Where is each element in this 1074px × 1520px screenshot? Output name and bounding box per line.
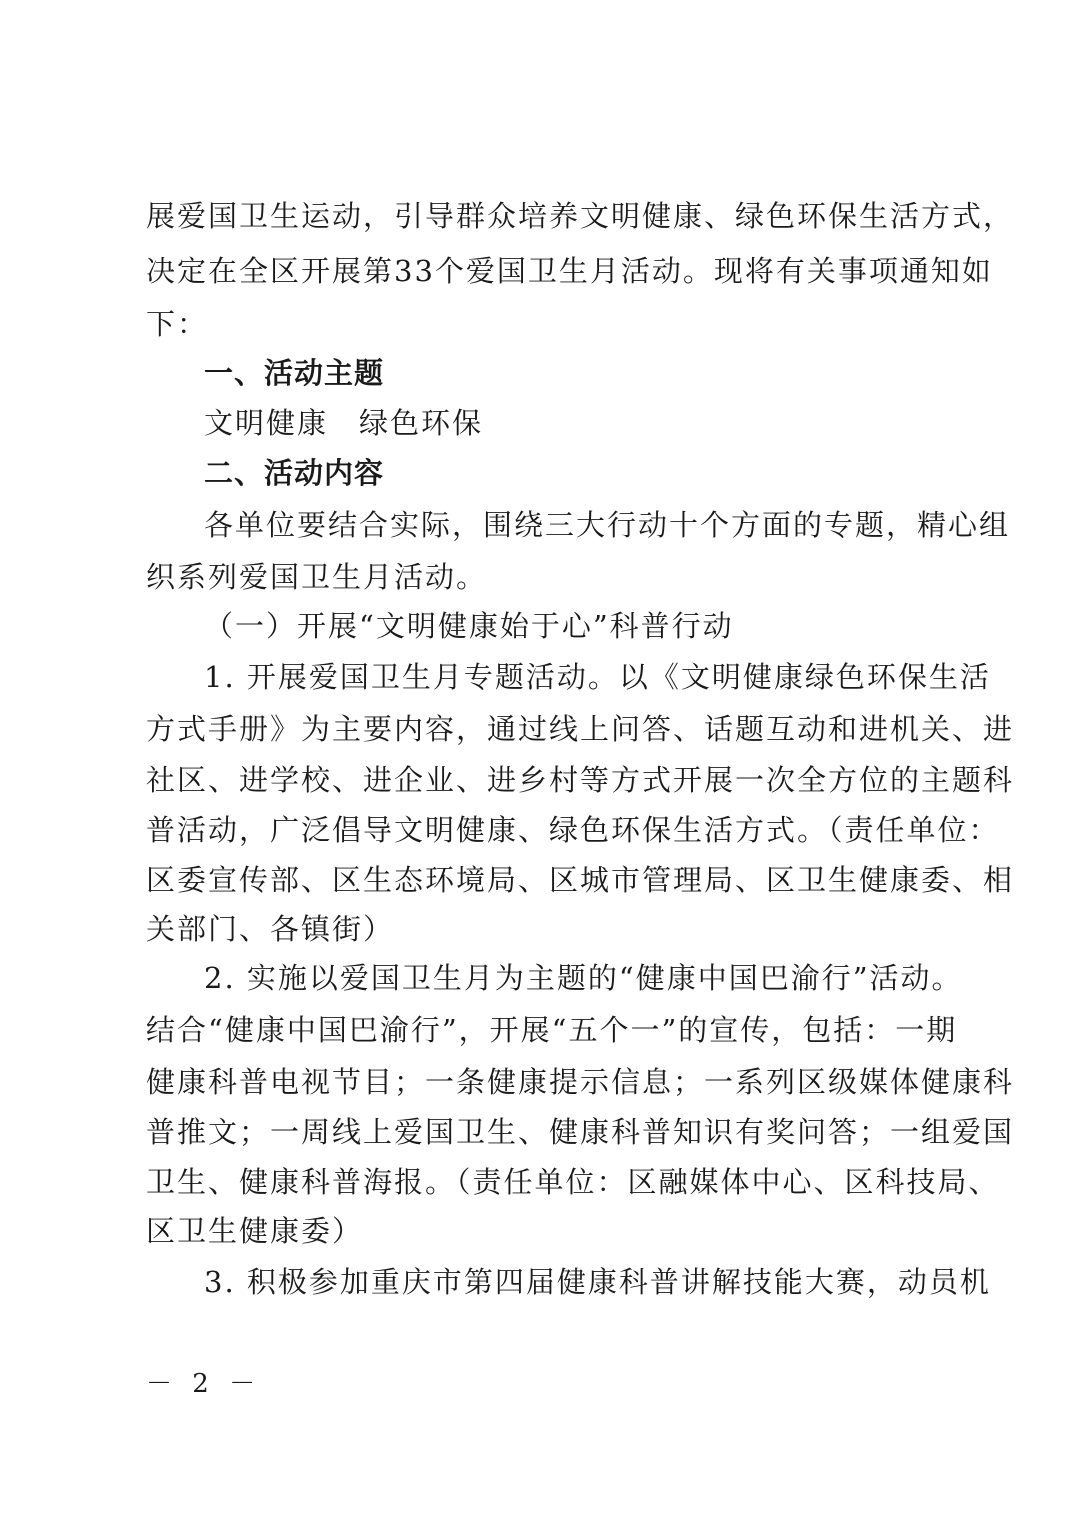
item-1-line-4: 普活动，广泛倡导文明健康、绿色环保生活方式。（责任单位： [146,813,1000,847]
body-line-content-1: 各单位要结合实际，围绕三大行动十个方面的专题，精心组 [204,508,1011,542]
section-heading-content: 二、活动内容 [204,456,385,490]
item-1-line-3: 社区、进学校、进企业、进乡村等方式开展一次全方位的主题科 [146,763,1015,797]
body-line-content-2: 织系列爱国卫生月活动。 [146,560,488,594]
subsection-heading-1: （一）开展“文明健康始于心”科普行动 [204,609,734,643]
body-line-3: 下： [146,307,209,341]
item-2-line-6: 区卫生健康委） [146,1214,364,1248]
item-2-line-1: 2. 实施以爱国卫生月为主题的“健康中国巴渝行”活动。 [204,961,963,995]
item-2-line-4: 普推文；一周线上爱国卫生、健康科普知识有奖问答；一组爱国 [146,1115,1015,1149]
theme-text: 文明健康 绿色环保 [204,406,484,440]
item-3-line-1: 3. 积极参加重庆市第四届健康科普讲解技能大赛，动员机 [204,1265,991,1299]
item-1-line-2: 方式手册》为主要内容，通过线上问答、话题互动和进机关、进 [146,712,1015,746]
item-2-line-3: 健康科普电视节目；一条健康提示信息；一系列区级媒体健康科 [146,1065,1015,1099]
body-line-1: 展爱国卫生运动，引导群众培养文明健康、绿色环保生活方式， [146,199,1015,233]
item-2-line-2: 结合“健康中国巴渝行”，开展“五个一”的宣传，包括：一期 [146,1013,958,1047]
item-2-line-5: 卫生、健康科普海报。（责任单位：区融媒体中心、区科技局、 [146,1165,1000,1199]
item-1-line-5: 区委宣传部、区生态环境局、区城市管理局、区卫生健康委、相 [146,863,1015,897]
item-1-line-1: 1. 开展爱国卫生月专题活动。以《文明健康绿色环保生活 [204,660,991,694]
page-number: － 2 － [146,1369,262,1399]
section-heading-theme: 一、活动主题 [204,356,385,390]
body-line-2: 决定在全区开展第33个爱国卫生月活动。现将有关事项通知如 [146,254,993,288]
item-1-line-6: 关部门、各镇街） [146,912,395,946]
